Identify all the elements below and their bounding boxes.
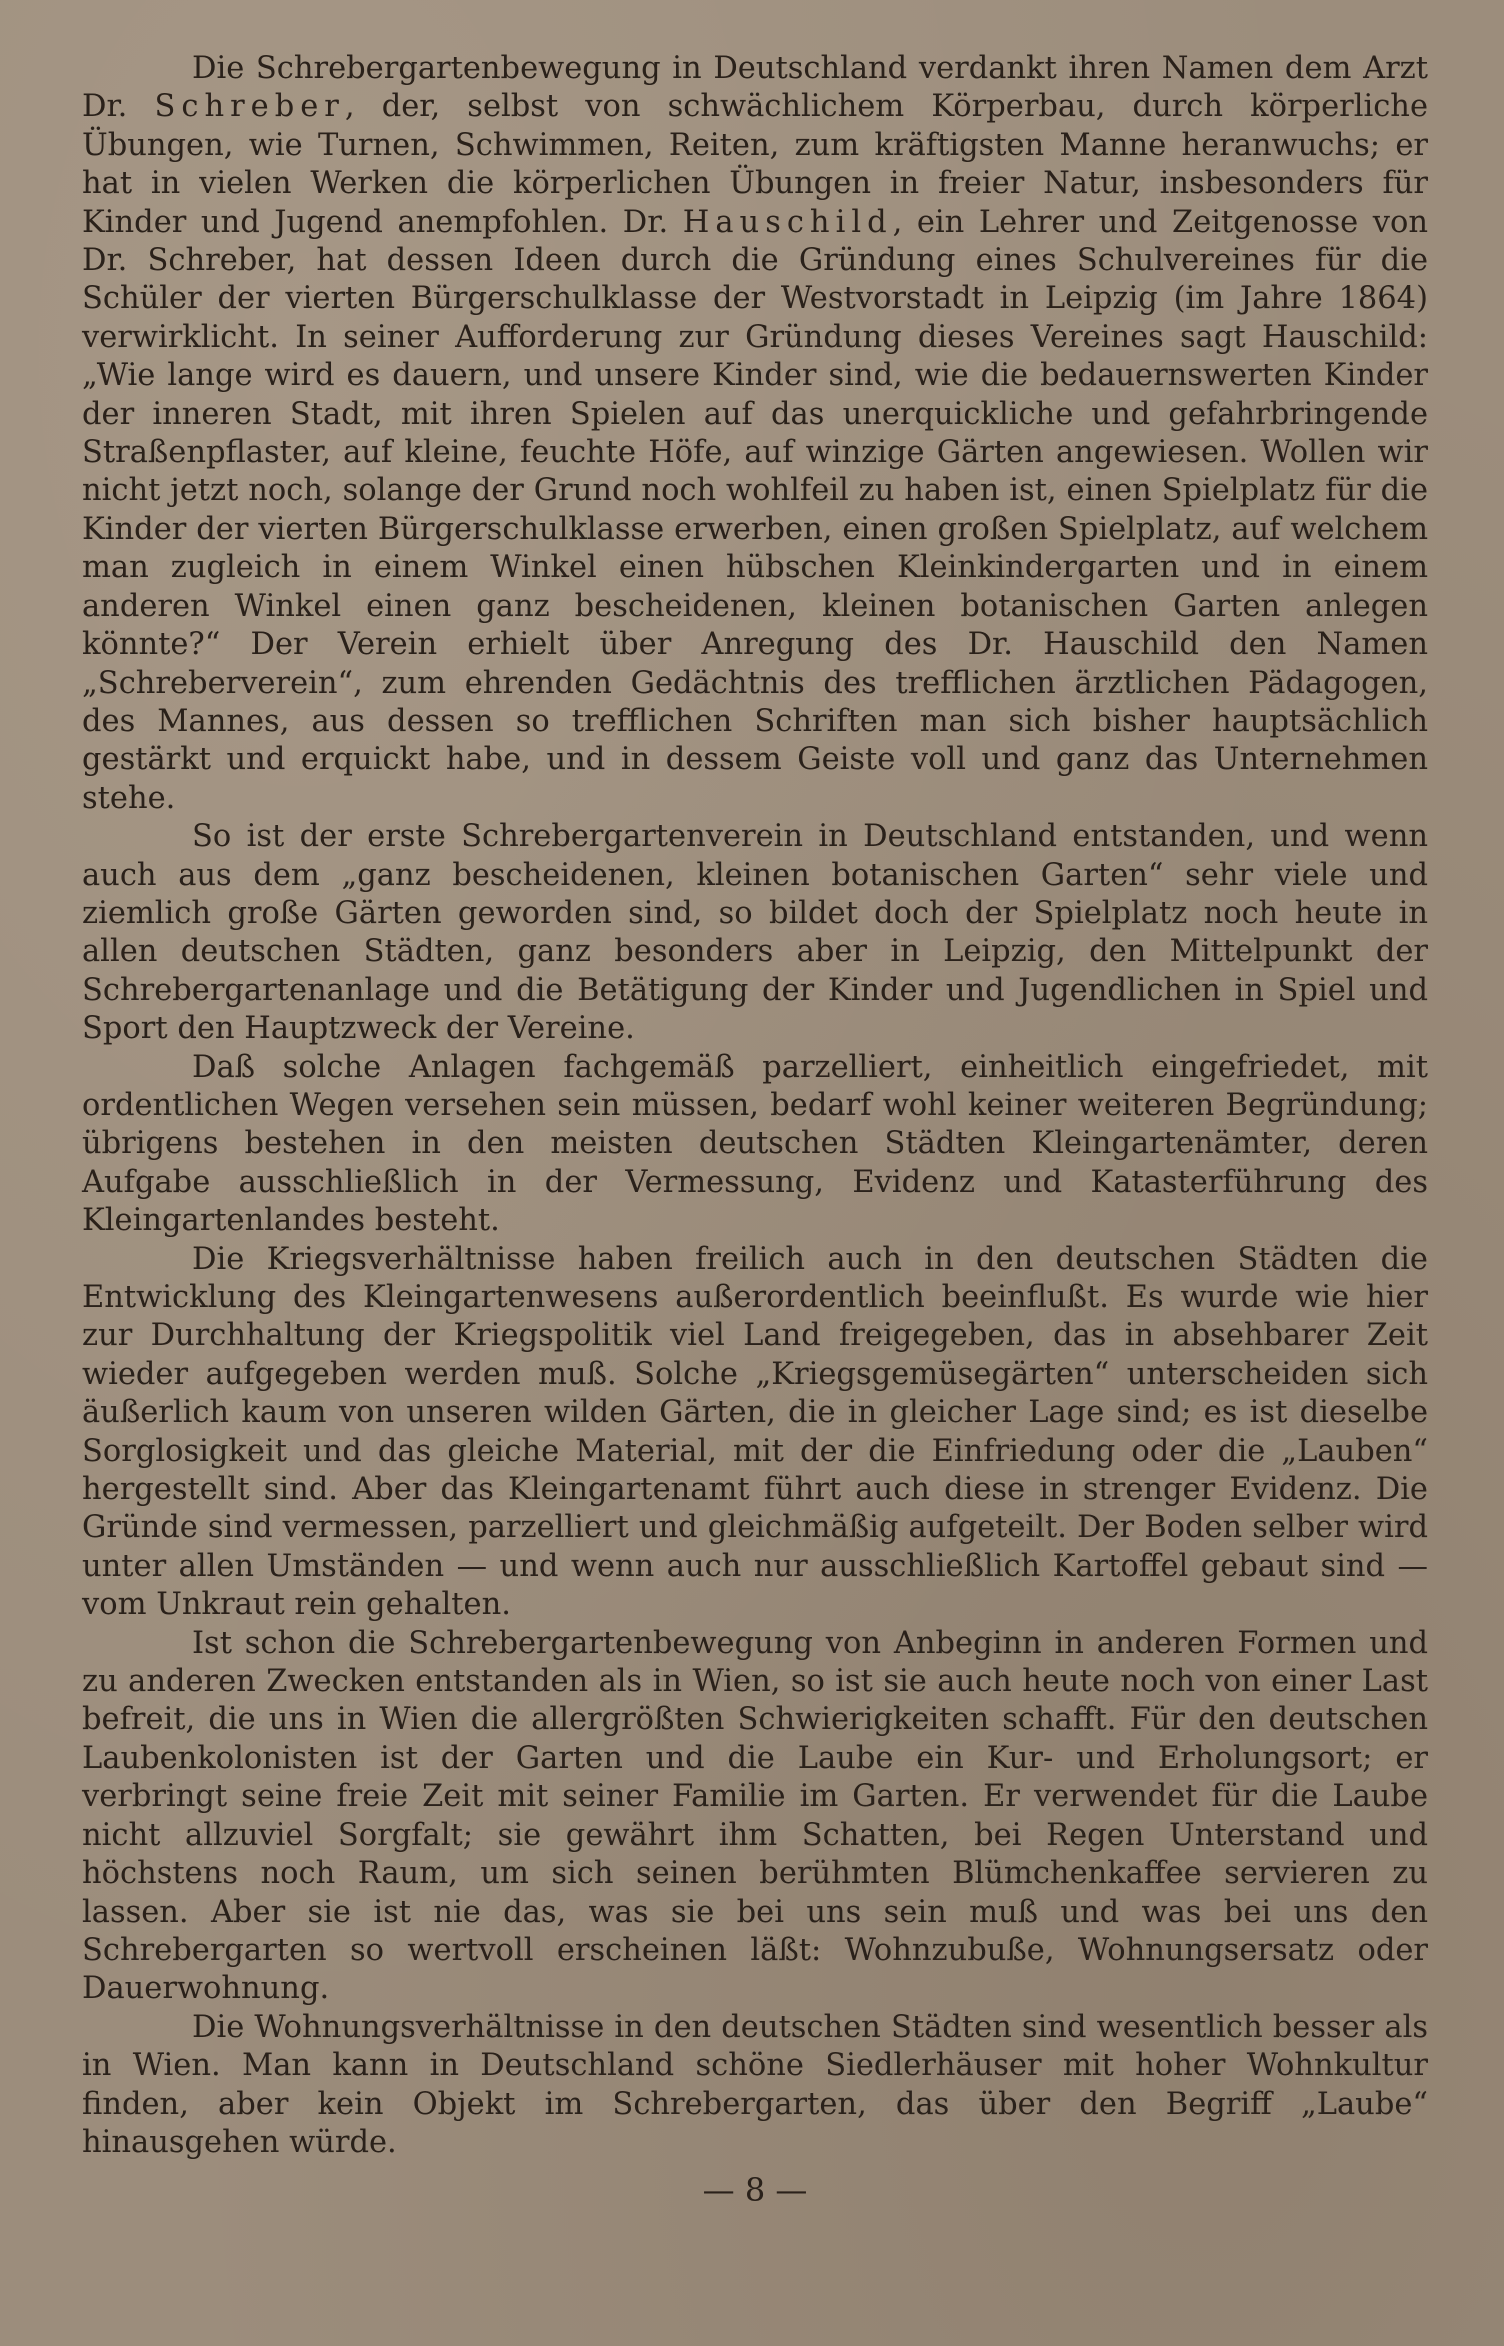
name-hauschild: Hauschild: [682, 204, 893, 240]
paragraph-6: Die Wohnungsverhältnisse in den deutschen Städten sind wesentlich besser als in Wien. Man kann in Deutschland schöne Siedlerhäuser mit hoher Wohnkultur finden, aber kein Objekt im Schrebergarten, das über den Begriff „Laube“ hinausgehen würde.: [82, 2009, 1428, 2160]
paragraph-5: Ist schon die Schrebergartenbewegung von Anbeginn in anderen Formen und zu anderen Zwecken entstanden als in Wien, so ist sie auch heute noch von einer Last befreit, die uns in Wien die allergrößten Schwierigkeiten schafft. Für den deutschen Laubenkolonisten ist der Garten und die Laube ein Kur- und Erholungsort; er verbringt seine freie Zeit mit seiner Familie im Garten. Er verwendet für die Laube nicht allzuviel Sorgfalt; sie gewährt ihm Schatten, bei Regen Unterstand und höchstens noch Raum, um sich seinen berühmten Blümchenkaffee servieren zu lassen. Aber sie ist nie das, was sie bei uns sein muß und was bei uns den Schrebergarten so wertvoll erscheinen läßt: Wohnzubuße, Wohnungsersatz oder Dauerwohnung.: [82, 1625, 1428, 2007]
paragraph-1-text-c: , ein Lehrer und Zeitgenosse von Dr. Schreber, hat dessen Ideen durch die Gründung eines Schulvereines für die Schüler der vierten Bürgerschulklasse der Westvorstadt in Leipzig (im Jahre 1864) verwirklicht. In seiner Aufforderung zur Gründung dieses Vereines sagt Hauschild: „Wie lange wird es dauern, und unsere Kinder sind, wie die bedauernswerten Kinder der inneren Stadt, mit ihren Spielen auf das unerquickliche und gefahrbringende Straßenpflaster, auf kleine, feuchte Höfe, auf winzige Gärten angewiesen. Wollen wir nicht jetzt noch, solange der Grund noch wohlfeil zu haben ist, einen Spielplatz für die Kinder der vierten Bürgerschulklasse erwerben, einen großen Spielplatz, auf welchem man zugleich in einem Winkel einen hübschen Kleinkindergarten und in einem anderen Winkel einen ganz bescheidenen, kleinen botanischen Garten anlegen könnte?“ Der Verein erhielt über Anregung des Dr. Hauschild den Namen „Schreberverein“, zum ehrenden Gedächtnis des trefflichen ärztlichen Pädagogen, des Mannes, aus dessen so trefflichen Schriften man sich bisher hauptsächlich gestärkt und erquickt habe, und in dessem Geiste voll und ganz das Unternehmen stehe.: [82, 204, 1429, 816]
paragraph-1: [82, 50, 1428, 818]
page-number: — 8 —: [702, 2171, 808, 2209]
paragraph-4: Die Kriegsverhältnisse haben freilich auch in den deutschen Städten die Entwicklung des Kleingartenwesens außerordentlich beeinflußt. Es wurde wie hier zur Durchhaltung der Kriegspolitik viel Land freigegeben, das in absehbarer Zeit wieder aufgegeben werden muß. Solche „Kriegsgemüsegärten“ unterscheiden sich äußerlich kaum von unseren wilden Gärten, die in gleicher Lage sind; es ist dieselbe Sorglosigkeit und das gleiche Material, mit der die Einfriedung oder die „Lauben“ hergestellt sind. Aber das Kleingartenamt führt auch diese in strenger Evidenz. Die Gründe sind vermessen, parzelliert und gleichmäßig aufgeteilt. Der Boden selber wird unter allen Umständen — und wenn auch nur ausschließlich Kartoffel gebaut sind — vom Unkraut rein gehalten.: [82, 1241, 1428, 1623]
body-text: [82, 50, 1428, 2162]
paragraph-2: So ist der erste Schrebergartenverein in Deutschland entstanden, und wenn auch aus dem „ganz bescheidenen, kleinen botanischen Garten“ sehr viele und ziemlich große Gärten geworden sind, so bildet doch der Spielplatz noch heute in allen deutschen Städten, ganz besonders aber in Leipzig, den Mittelpunkt der Schrebergartenanlage und die Betätigung der Kinder und Jugendlichen in Spiel und Sport den Hauptzweck der Vereine.: [82, 819, 1428, 1047]
paragraph-1-text-a: Die Schrebergartenbewegung in Deutschland verdankt ihren Namen dem Arzt Dr.: [82, 51, 1428, 125]
paragraph-3: Daß solche Anlagen fachgemäß parzelliert, einheitlich eingefriedet, mit ordentlichen Wegen versehen sein müssen, bedarf wohl keiner weiteren Begründung; übrigens bestehen in den meisten deutschen Städten Kleingartenämter, deren Aufgabe ausschließlich in der Vermessung, Evidenz und Katasterführung des Kleingartenlandes besteht.: [82, 1049, 1428, 1239]
paragraph-1-text-b: , der, selbst von schwächlichem Körperbau, durch körperliche Übungen, wie Turnen, Schwimmen, Reiten, zum kräftigsten Manne heranwuchs; er hat in vielen Werken die körperlichen Übungen in freier Natur, insbesonders für Kinder und Jugend anempfohlen. Dr.: [82, 89, 1428, 240]
name-schreber: Schreber: [154, 89, 345, 125]
document-page: [82, 50, 1428, 2280]
